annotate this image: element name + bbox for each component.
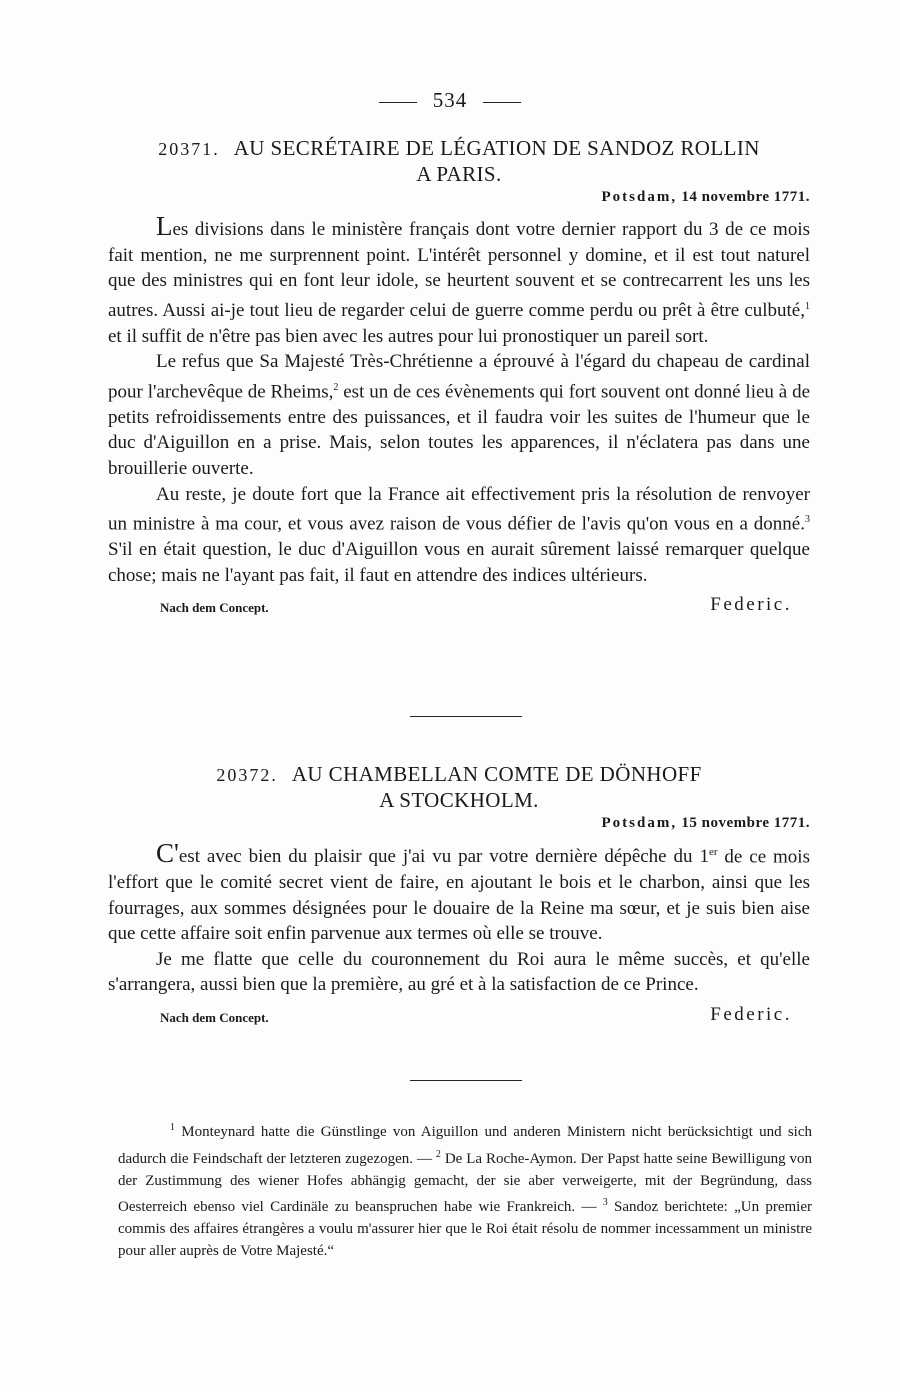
- footnote-ref: 2: [333, 381, 339, 393]
- footnote-block: [118, 1117, 812, 1263]
- paragraph-text: et il suffit de n'être pas bien avec les autres pour lui pronostiquer un pareil sort.: [108, 325, 709, 347]
- dateline-place: Potsdam,: [601, 815, 678, 831]
- letter-heading: [108, 762, 810, 813]
- letter-destination: A PARIS.: [416, 162, 502, 186]
- letter-paragraph: [108, 840, 810, 947]
- paragraph-text: Le refus que Sa Majesté Très-Chrétienne a éprouvé à l'égard du chapeau de cardinal pour l'archevêque de Rheims,: [108, 351, 810, 403]
- footnotes: [118, 1117, 812, 1263]
- letter-signoff: [108, 594, 810, 622]
- letter-paragraph: [108, 211, 810, 349]
- paragraph-text: Les divisions dans le ministère français dont votre dernier rapport du 3 de ce mois fait mention, ne me surprennent point. L'intérêt personnel y domine, et il est tout naturel que des ministres qui en font leur idole, se heurtent souvent et se contrecarrent les uns les autres. Aussi ai-je tout lieu de regarder celui de guerre comme perdu ou prêt à être culbuté,: [108, 211, 810, 322]
- letter-dateline: [108, 815, 810, 832]
- letter-dateline: [108, 189, 810, 206]
- signature: Federic.: [710, 594, 792, 616]
- letter-20371: [108, 136, 810, 622]
- letter-paragraph: Je me flatte que celle du couronnement du Roi aura le même succès, et qu'elle s'arrangera, aussi bien que la première, au gré et à la satisfaction de ce Prince.: [108, 948, 810, 996]
- letter-addressee: AU CHAMBELLAN COMTE DE DÖNHOFF: [291, 762, 702, 786]
- letter-addressee: AU SECRÉTAIRE DE LÉGATION DE SANDOZ ROLLIN: [233, 136, 760, 160]
- footnote-ref: 3: [805, 514, 810, 526]
- letter-number: 20372.: [216, 765, 278, 785]
- footnote-text: Monteynard hatte die Günstlinge von Aiguillon und anderen Ministern nicht berücksichtigt und sich dadurch die Feindschaft der letzteren zugezogen. —: [118, 1124, 812, 1167]
- letter-heading: [108, 136, 810, 187]
- paragraph-text: est un de ces évènements qui fort souvent ont donné lieu à de petits refroidissements entre des puissances, et il faudra voir les suites de l'humeur que le duc d'Aiguillon en a prise. Mais, selon toutes les apparences, il n'éclatera pas dans une brouillerie ouverte.: [108, 381, 811, 479]
- letter-paragraph: [108, 349, 810, 481]
- letter-20372: [108, 762, 810, 1032]
- page-number: 534: [432, 88, 468, 112]
- letter-paragraph: [108, 482, 810, 589]
- signature: Federic.: [710, 1003, 792, 1025]
- dateline-place: Potsdam,: [601, 189, 678, 205]
- paragraph-text: S'il en était question, le duc d'Aiguillon vous en aurait sûrement laissé remarquer quelque chose; mais ne l'ayant pas fait, il faut en attendre des indices ultérieurs.: [108, 539, 810, 586]
- dateline-date: 14 novembre 1771.: [681, 189, 810, 205]
- page-number-header: [0, 88, 900, 113]
- source-note: Nach dem Concept.: [160, 1009, 269, 1025]
- footnote-marker: 1: [170, 1122, 175, 1133]
- letter-destination: A STOCKHOLM.: [379, 788, 539, 812]
- footnote-ref: 1: [805, 300, 810, 312]
- letter-number: 20371.: [158, 139, 220, 159]
- letter-signoff: [108, 1004, 810, 1032]
- footnote-marker: 3: [602, 1197, 608, 1209]
- footnote-text: Sandoz berichtete: „Un premier commis des affaires étrangères a voulu m'assurer hier que le Roi était résolu de nommer incessamment un ministre pour aller auprès de Votre Majesté.“: [118, 1199, 812, 1259]
- footnote-text: De La Roche-Aymon. Der Papst hatte seine Bewilligung von der Zustimmung des wiener Hofes abhängig gemacht, der sie aber verweigerte, mit der Begründung, dass Oesterreich ebenso viel Cardinäle zu beanspruchen habe wie Frankreich. —: [118, 1150, 813, 1216]
- paragraph-text: C'est avec bien du plaisir que j'ai vu par votre dernière dépêche du 1: [156, 838, 709, 869]
- header-rule-left: [379, 102, 417, 103]
- ordinal-superscript: er: [708, 846, 718, 858]
- dateline-date: 15 novembre 1771.: [681, 815, 810, 831]
- footnote-marker: 2: [435, 1148, 441, 1160]
- section-divider: [410, 716, 522, 717]
- paragraph-text: Au reste, je doute fort que la France ait effectivement pris la résolution de renvoyer un ministre à ma cour, et vous avez raison de vous défier de l'avis qu'on vous en a donné.: [108, 483, 810, 535]
- header-rule-right: [483, 102, 521, 103]
- source-note: Nach dem Concept.: [160, 600, 269, 616]
- paragraph-text: de ce mois l'effort que le comité secret vient de faire, en ajoutant le bois et le charbon, ainsi que les fourrages, aux sommes désignées pour le douaire de la Reine ma sœur, et je suis bien aise que cette affaire soit enfin parvenue aux termes où elle se trouve.: [108, 846, 810, 945]
- section-divider: [410, 1080, 522, 1081]
